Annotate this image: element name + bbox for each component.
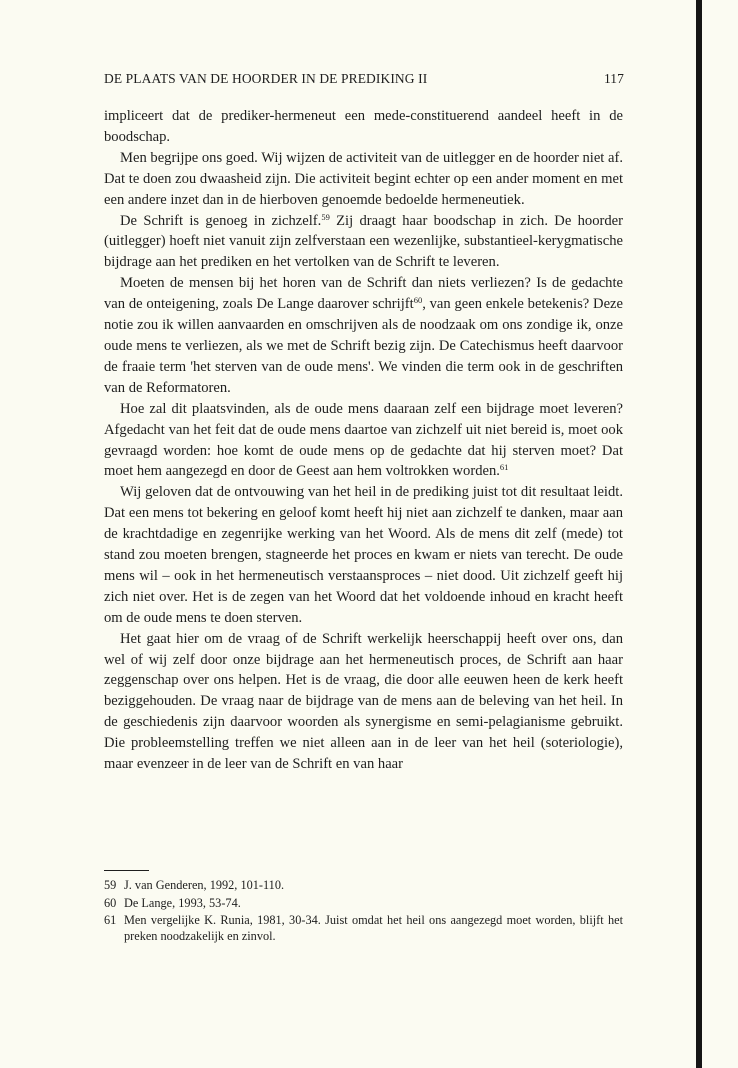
footnote-text: Men vergelijke K. Runia, 1981, 30-34. Juist omdat het heil ons aangezegd moet worden, blijft het preken noodzakelijk en zinvol. (124, 913, 623, 943)
footnote-ref-60: 60 (413, 295, 423, 306)
footnote-number: 60 (104, 895, 117, 910)
footnote-number: 61 (104, 913, 117, 928)
paragraph-3 (104, 211, 623, 274)
paragraph-3-text-a: De Schrift is genoeg in zichzelf. (120, 212, 322, 229)
footnote-61 (104, 913, 623, 944)
footnote-ref-61: 61 (499, 462, 509, 473)
paragraph-7: Het gaat hier om de vraag of de Schrift werkelijk heerschappij heeft over ons, dan wel of wij zelf door onze bijdrage aan het hermeneutisch proces, de Schrift aan haar zeggenschap over ons helpen. Het is de vraag, die door alle eeuwen heen de kerk heeft beziggehouden. De vraag naar de bijdrage van de mens aan de beleving van het heil. In de geschiedenis zijn daarvoor woorden als synergisme en semi-pelagianisme gebruikt. Die probleemstelling treffen we niet alleen aan in de leer van het heil (soteriologie), maar evenzeer in de leer van de Schrift en van haar (104, 630, 623, 773)
paragraph-3-text-b: Zij draagt haar boodschap in zich. De hoorder (uitlegger) hoeft niet vanuit zijn zelfverstaan een wezenlijke, substantieel-kerygmatische bijdrage aan het prediken en het vertolken van de Schrift te leveren. (104, 212, 623, 271)
footnotes (104, 878, 623, 946)
footnote-separator (104, 870, 149, 871)
paragraph-4-text-a: Moeten de mensen bij het horen van de Schrift dan niets verliezen? Is de gedachte van de onteigening, zoals De Lange daarover schrijft (104, 275, 623, 313)
footnote-number: 59 (104, 878, 117, 892)
footnote-ref-59: 59 (321, 211, 330, 222)
paragraph-2: Men begrijpe ons goed. Wij wijzen de activiteit van de uitlegger en de hoorder niet af. Dat te doen zou dwaasheid zijn. Die activiteit begint echter op een ander moment en met een andere inzet dan in de hierboven genoemde bedoelde hermeneutiek. (104, 149, 623, 208)
footnote-59 (104, 878, 623, 894)
paragraph-1: impliceert dat de prediker-hermeneut een mede-constituerend aandeel heeft in de boodschap. (104, 108, 623, 145)
footnote-text: De Lange, 1993, 53-74. (124, 895, 241, 910)
running-title: DE PLAATS VAN DE HOORDER IN DE PREDIKING II (104, 71, 428, 86)
paragraph-4-text-b: , van geen enkele betekenis? Deze notie zou ik willen aanvaarden en omschrijven als de noodzaak om ons zondige ik, onze oude mens te verliezen, als we met de Schrift bezig zijn. De Catechismus heeft daarvoor de fraaie term 'het sterven van de oude mens'. We vinden die term ook in de geschriften van de Reformatoren. (104, 296, 624, 396)
body-text (104, 106, 623, 775)
paragraph-6: Wij geloven dat de ontvouwing van het heil in de prediking juist tot dit resultaat leidt. Dat een mens tot bekering en geloof komt heeft hij niet aan zichzelf te danken, maar aan de krachtdadige en zegenrijke werking van het Woord. Als de mens dit zelf (mede) tot stand zou moeten brengen, stagneerde het proces en kwam er niets van terecht. De oude mens wil – ook in het hermeneutisch verstaansproces – niet dood. Uit zichzelf geeft hij zich niet over. Het is de zegen van het Woord dat het voldoende inhoud en kracht heeft om de oude mens te doen sterven. (104, 484, 623, 626)
paragraph-5 (104, 399, 623, 483)
footnote-text: J. van Genderen, 1992, 101-110. (124, 878, 285, 892)
page-number: 117 (603, 71, 624, 86)
page-edge-shadow (696, 0, 702, 1068)
paragraph-4 (104, 273, 623, 398)
paragraph-5-text: Hoe zal dit plaatsvinden, als de oude mens daaraan zelf een bijdrage moet leveren? Afgedacht van het feit dat de oude mens daartoe van zichzelf uit niet bereid is, moet ook gevraagd worden: hoe komt de oude mens op de gedachte dat hij sterven moet? Dat moet hem aangezegd en door de Geest aan hem voltrokken worden. (104, 400, 623, 480)
footnote-60 (104, 896, 623, 912)
